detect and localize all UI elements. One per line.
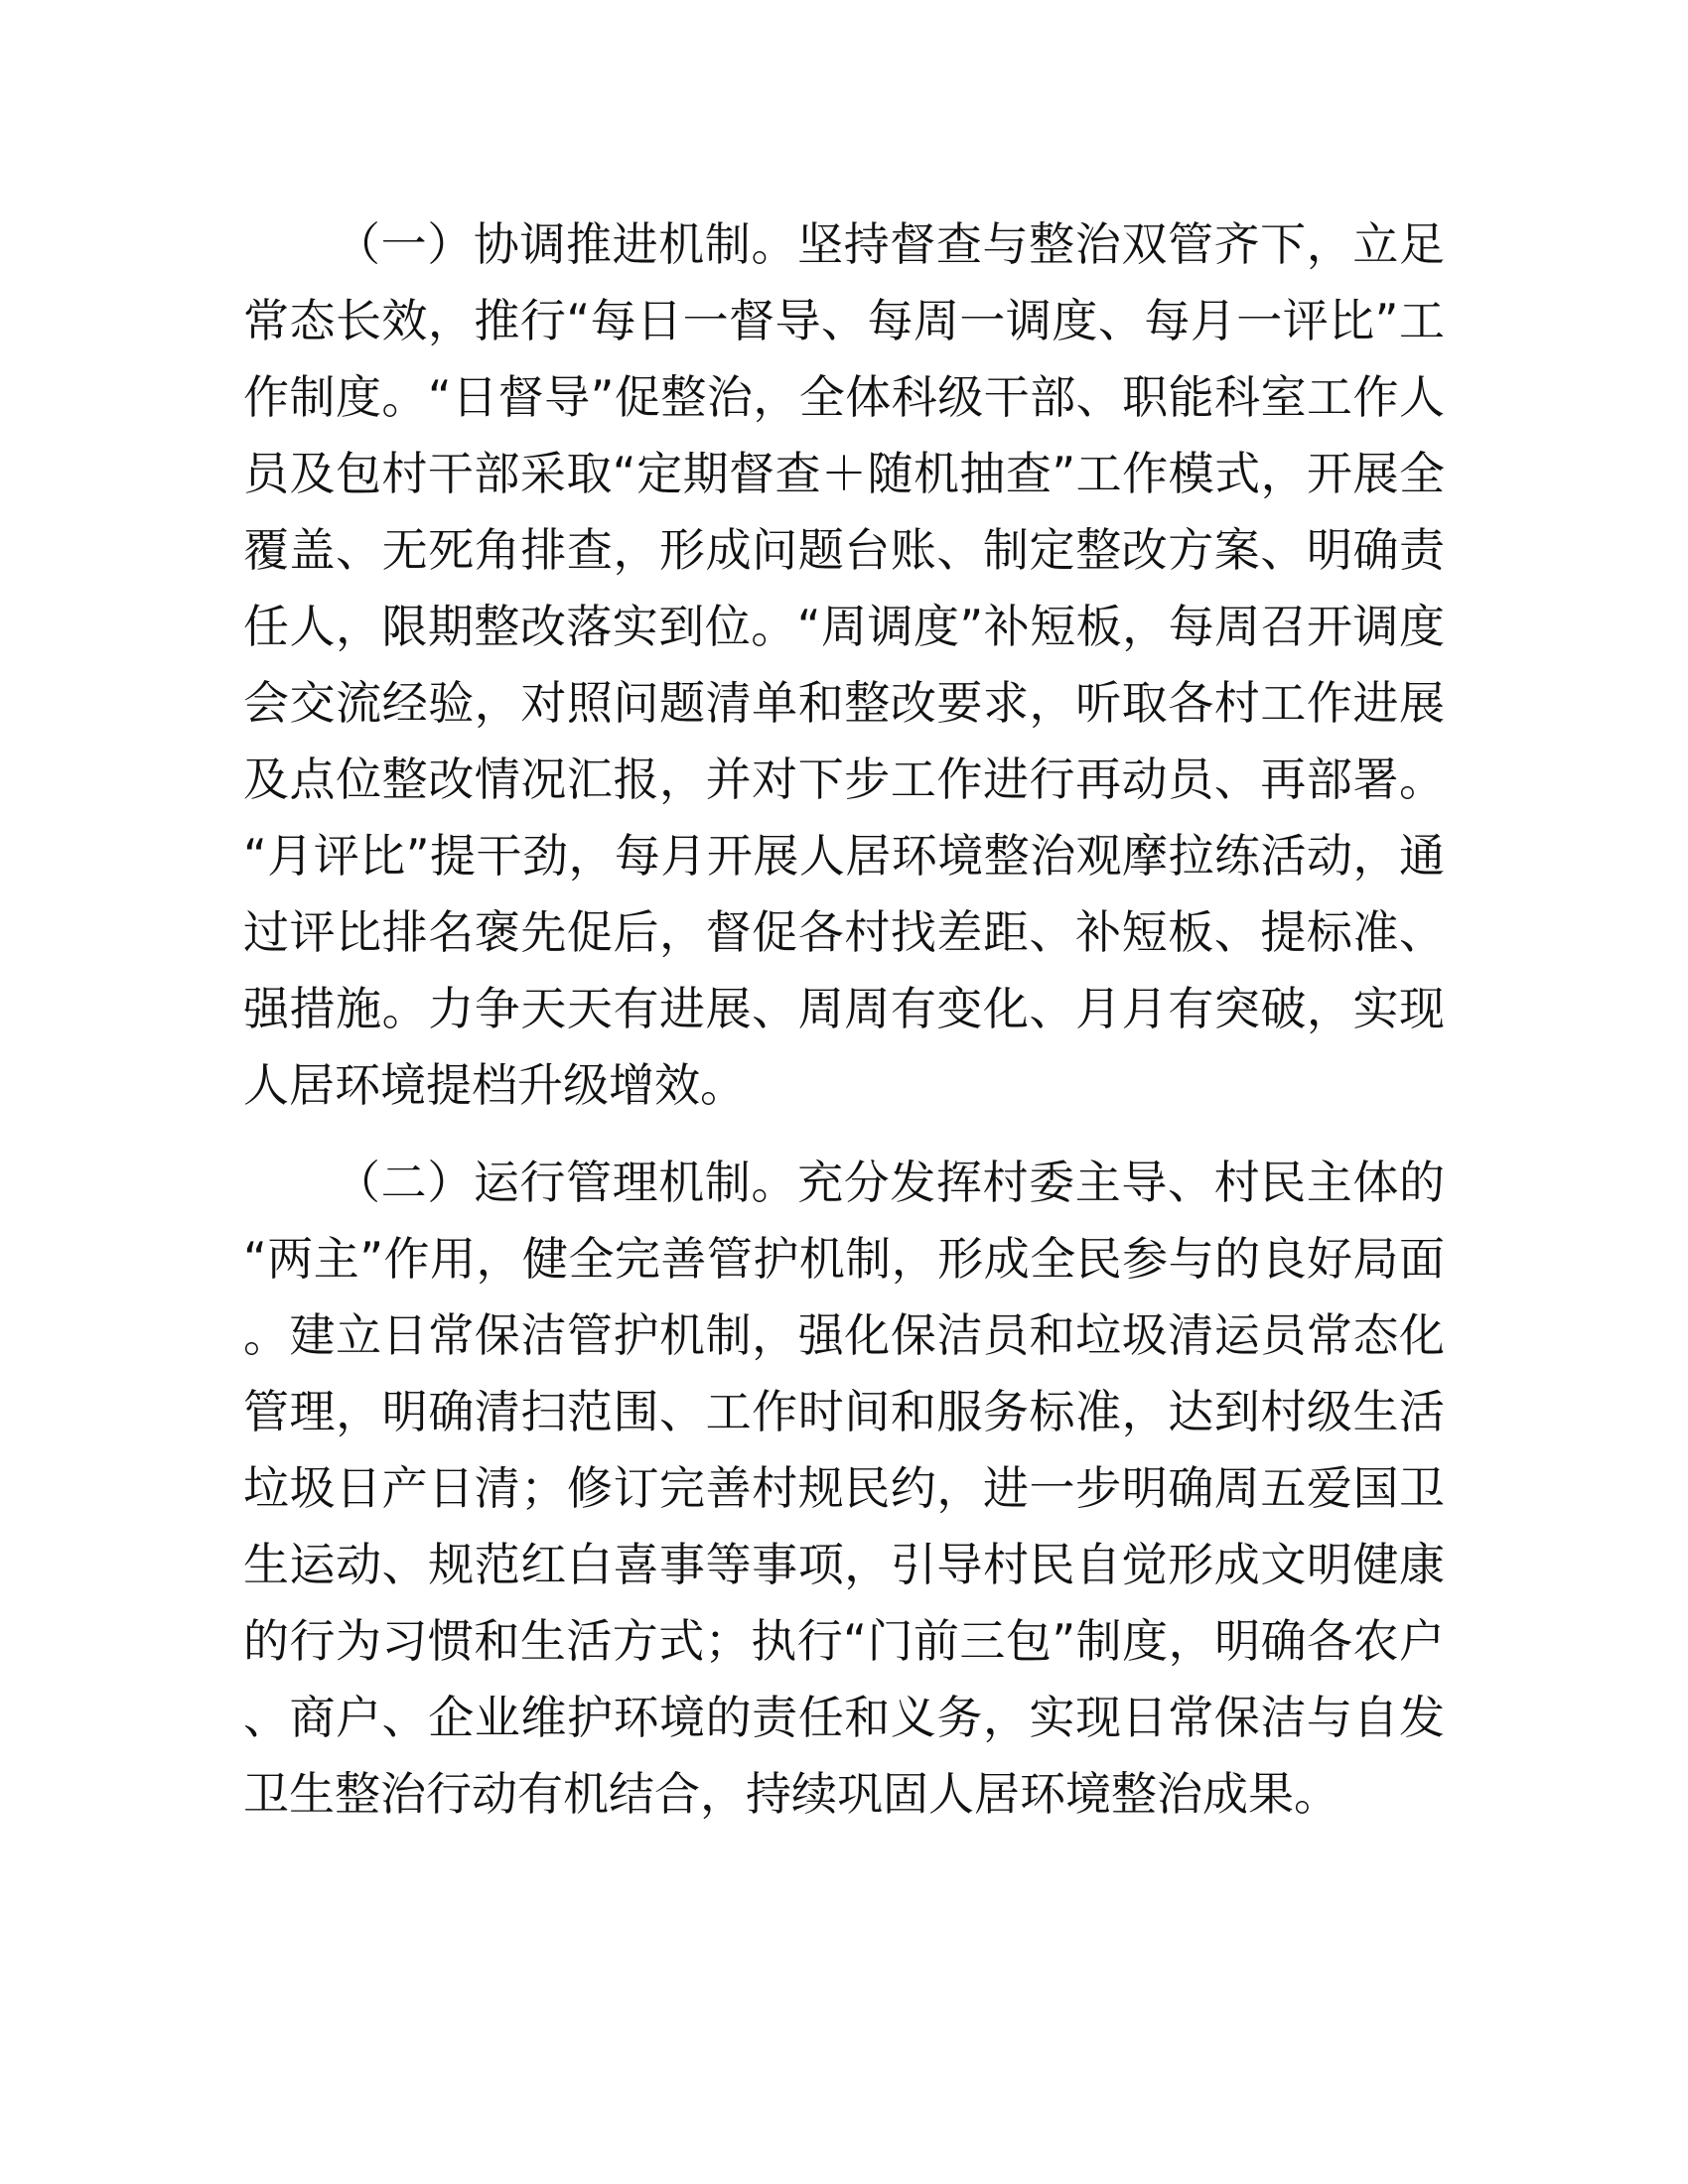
document-body	[243, 206, 1445, 1833]
paragraph-operation-management-mechanism: （二）运行管理机制。充分发挥村委主导、村民主体的“两主”作用，健全完善管护机制，形成全民参与的良好局面。建立日常保洁管护机制，强化保洁员和垃圾清运员常态化管理，明确清扫范围、工作时间和服务标准，达到村级生活垃圾日产日清；修订完善村规民约，进一步明确周五爱国卫生运动、规范红白喜事等事项，引导村民自觉形成文明健康的行为习惯和生活方式；执行“门前三包”制度，明确各农户、商户、企业维护环境的责任和义务，实现日常保洁与自发卫生整治行动有机结合，持续巩固人居环境整治成果。	[243, 1156, 1445, 1821]
paragraph-coordination-mechanism: （一）协调推进机制。坚持督查与整治双管齐下，立足常态长效，推行“每日一督导、每周一调度、每月一评比”工作制度。“日督导”促整治，全体科级干部、职能科室工作人员及包村干部采取“定期督查＋随机抽查”工作模式，开展全覆盖、无死角排查，形成问题台账、制定整改方案、明确责任人，限期整改落实到位。“周调度”补短板，每周召开调度会交流经验，对照问题清单和整改要求，听取各村工作进展及点位整改情况汇报，并对下步工作进行再动员、再部署。“月评比”提干劲，每月开展人居环境整治观摩拉练活动，通过评比排名褒先促后，督促各村找差距、补短板、提标准、强措施。力争天天有进展、周周有变化、月月有突破，实现人居环境提档升级增效。	[243, 217, 1445, 1112]
